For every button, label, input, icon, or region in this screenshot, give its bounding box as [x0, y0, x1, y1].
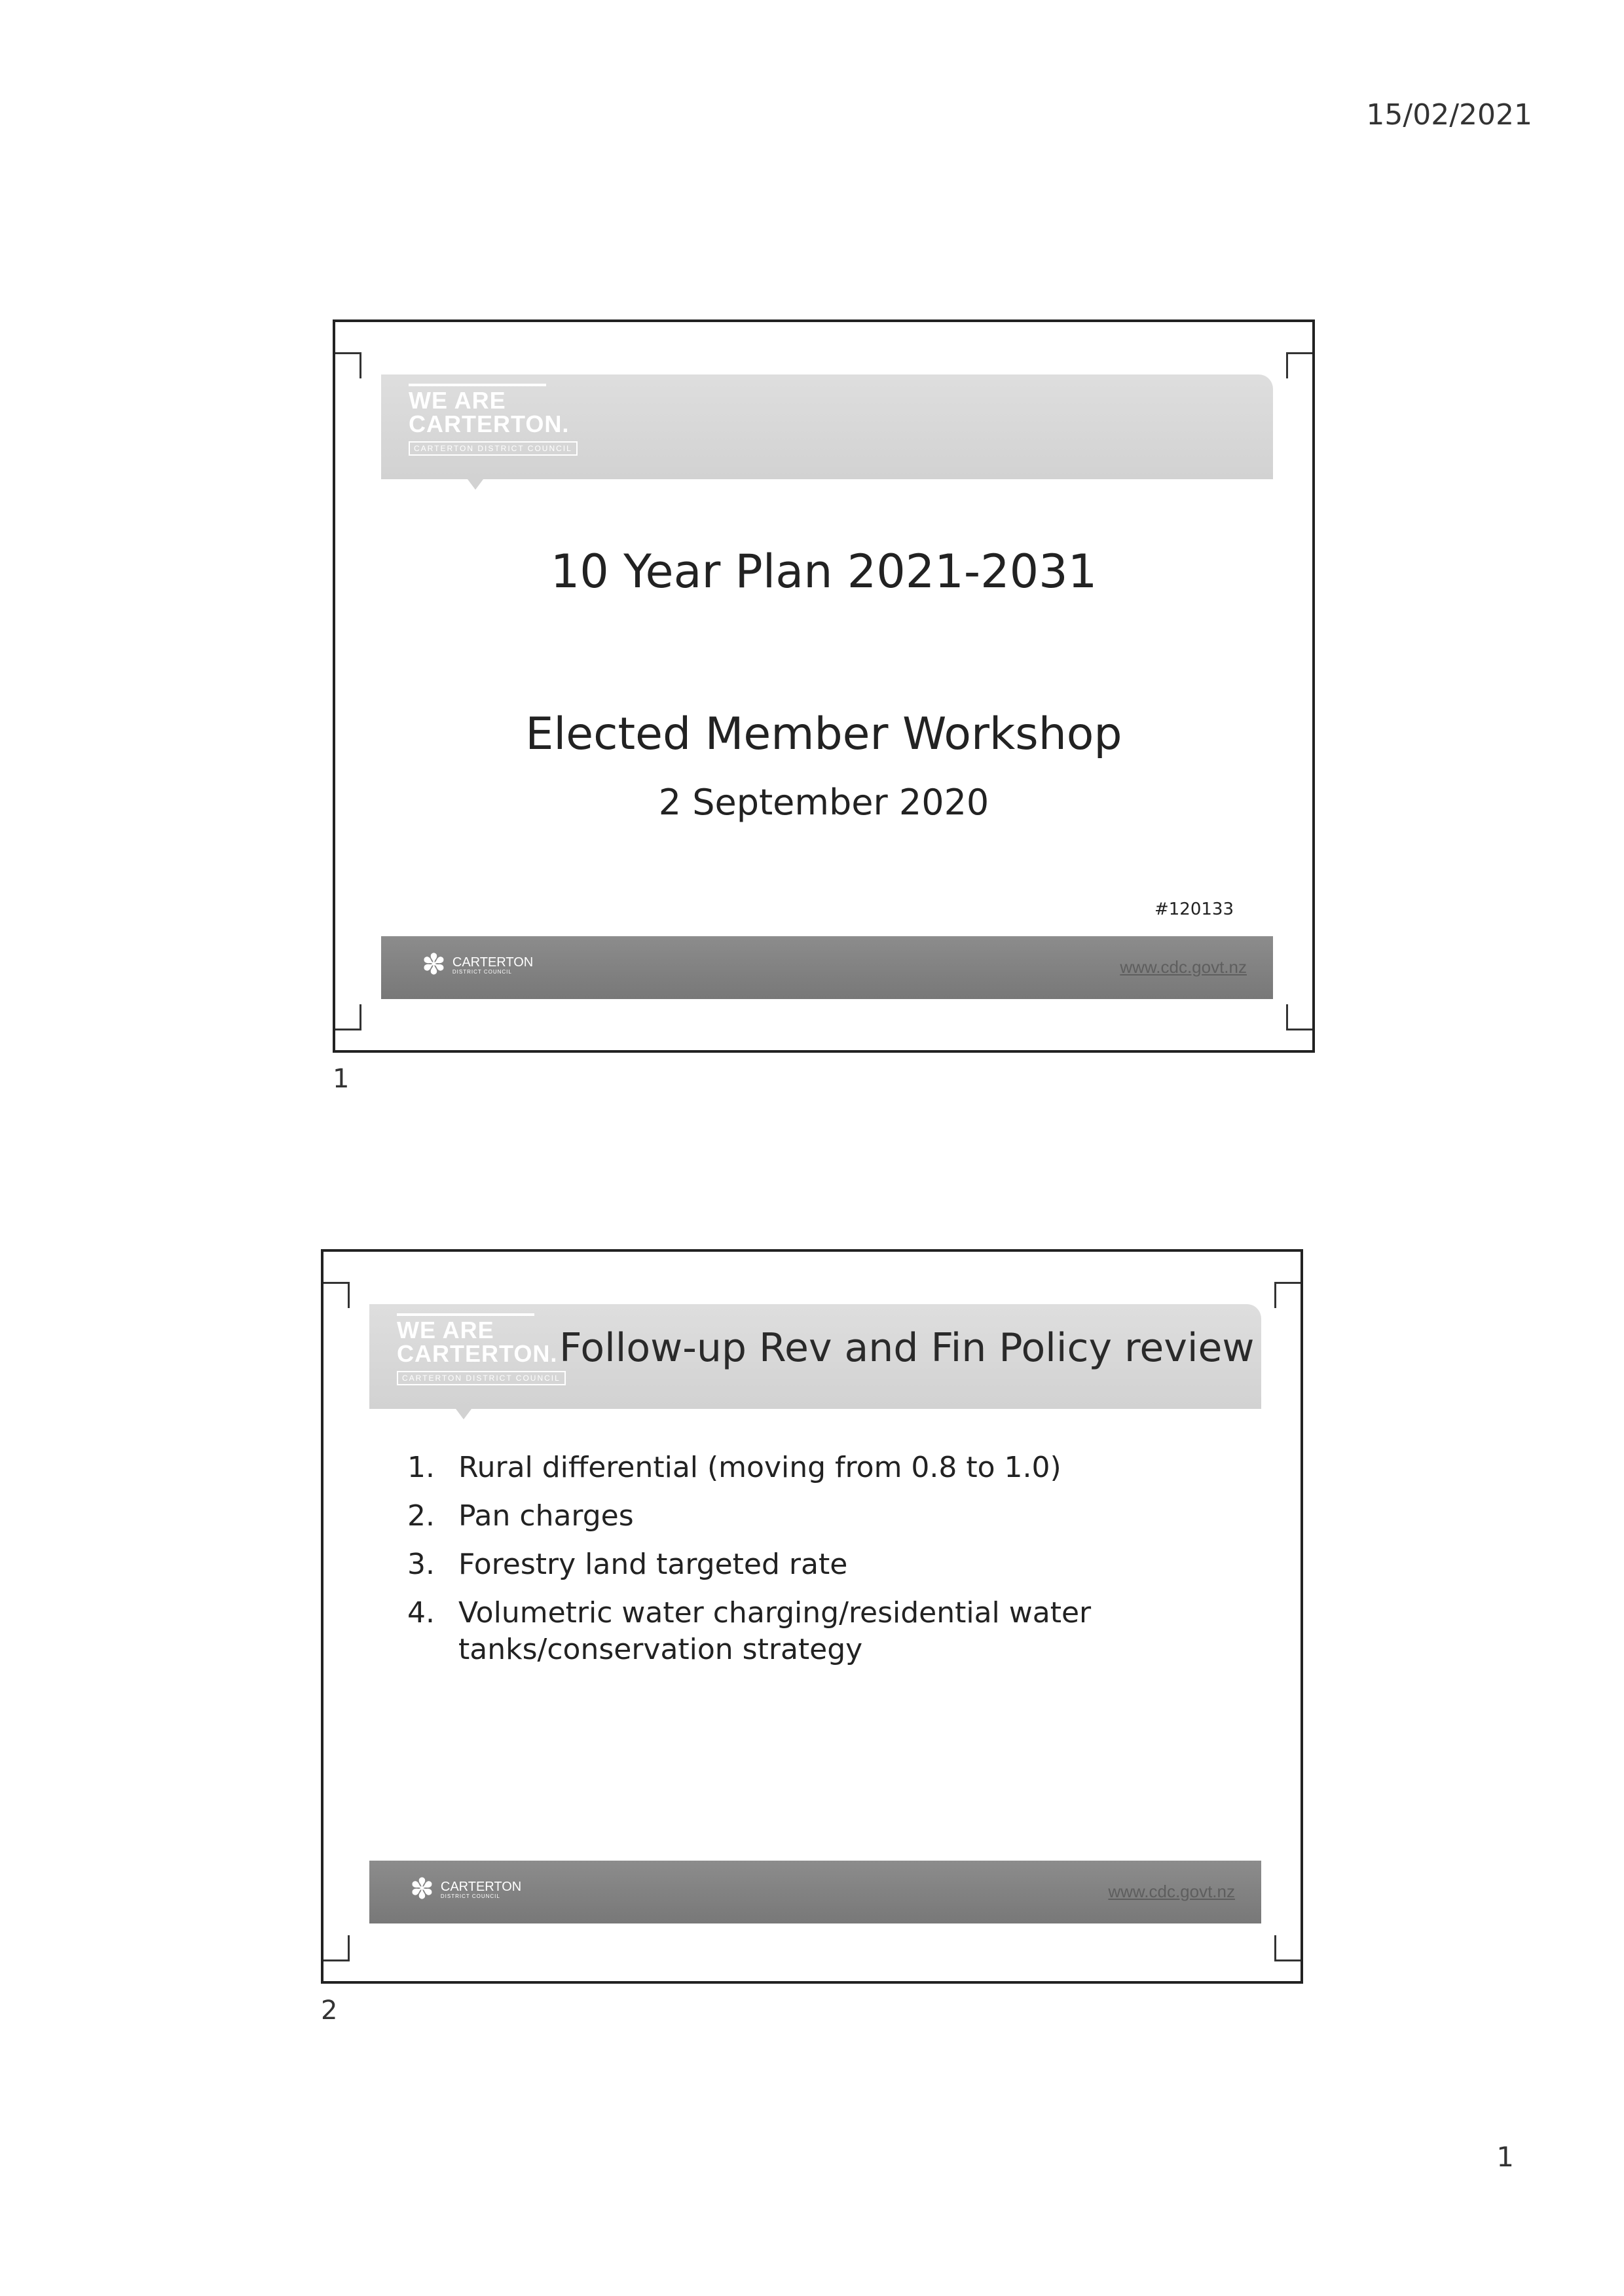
slide-number-1: 1 — [333, 1064, 350, 1094]
footer-logo-sub: DISTRICT COUNCIL — [452, 968, 512, 975]
logo-subtitle: CARTERTON DISTRICT COUNCIL — [409, 441, 578, 456]
logo-line-2: CARTERTON. — [409, 410, 570, 437]
list-item-text: Volumetric water charging/residential water tanks/conservation strategy — [458, 1596, 1092, 1666]
slide-header-banner — [381, 374, 1273, 479]
footer-url: www.cdc.govt.nz — [1108, 1882, 1235, 1901]
crop-mark-top-left — [323, 1282, 350, 1308]
page-number: 1 — [1496, 2141, 1514, 2173]
list-item-number: 3. — [407, 1548, 435, 1581]
slide-number-2: 2 — [321, 1995, 338, 2026]
list-item — [407, 1595, 1113, 1668]
page-date: 15/02/2021 — [1366, 98, 1532, 132]
crop-mark-bottom-right — [1274, 1935, 1301, 1961]
crop-mark-top-left — [335, 352, 361, 378]
slide-2 — [321, 1249, 1303, 1984]
slide-title: 10 Year Plan 2021-2031 — [550, 545, 1098, 598]
list-item — [407, 1546, 1113, 1583]
footer-logo — [422, 951, 533, 979]
slide-1 — [333, 319, 1315, 1053]
list-item-text: Pan charges — [458, 1499, 634, 1533]
footer-logo-text: CARTERTON — [440, 1879, 522, 1894]
crop-mark-bottom-left — [335, 1004, 361, 1030]
carterton-logo — [397, 1313, 566, 1385]
list-item-text: Forestry land targeted rate — [458, 1548, 848, 1581]
crop-mark-bottom-left — [323, 1935, 350, 1961]
list-item-number: 1. — [407, 1451, 435, 1484]
crop-mark-bottom-right — [1286, 1004, 1312, 1030]
logo-line-2: CARTERTON. — [397, 1340, 558, 1367]
list-item — [407, 1449, 1113, 1486]
slide-date: 2 September 2020 — [658, 782, 989, 823]
footer-url: www.cdc.govt.nz — [1120, 957, 1247, 977]
footer-logo-sub: DISTRICT COUNCIL — [440, 1893, 500, 1899]
slide-footer-bar — [381, 936, 1273, 999]
tree-logo-icon: ✽ — [422, 949, 446, 981]
slide-header-banner — [369, 1304, 1261, 1409]
list-item-text: Rural differential (moving from 0.8 to 1.0) — [458, 1451, 1061, 1484]
list-item-number: 2. — [407, 1499, 435, 1533]
logo-line-1: WE ARE — [397, 1317, 494, 1343]
crop-mark-top-right — [1274, 1282, 1301, 1308]
logo-line-1: WE ARE — [409, 387, 506, 414]
document-reference: #120133 — [1154, 900, 1234, 919]
list-item-number: 4. — [407, 1596, 435, 1630]
tree-logo-icon: ✽ — [410, 1873, 434, 1905]
slide-footer-bar — [369, 1861, 1261, 1923]
slide-title: Follow-up Rev and Fin Policy review — [559, 1325, 1255, 1371]
crop-mark-top-right — [1286, 352, 1312, 378]
footer-logo — [410, 1875, 521, 1904]
carterton-logo — [409, 384, 578, 456]
logo-subtitle: CARTERTON DISTRICT COUNCIL — [397, 1371, 566, 1385]
list-item — [407, 1498, 1113, 1535]
slide-subtitle: Elected Member Workshop — [525, 708, 1122, 760]
bullet-list — [407, 1449, 1113, 1680]
footer-logo-text: CARTERTON — [452, 955, 534, 970]
